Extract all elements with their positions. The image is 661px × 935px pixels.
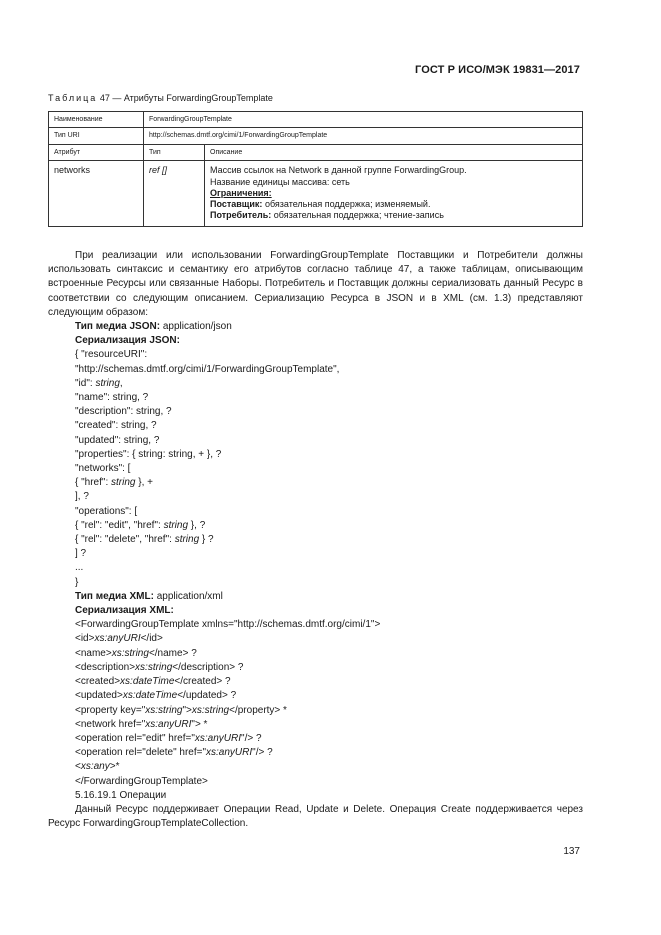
desc-line [210, 199, 577, 210]
code-line: "description": string, ? [75, 406, 172, 418]
code-line [75, 533, 583, 547]
code-type: string [95, 377, 120, 389]
code-line: "updated": string, ? [75, 434, 160, 446]
code-text: </description> ? [172, 661, 244, 673]
code-text: <name> [75, 647, 112, 659]
table-header-row [49, 144, 583, 160]
code-text: </updated> ? [177, 690, 237, 702]
code-line [75, 476, 583, 490]
code-text: <operation rel="delete" href=" [75, 747, 207, 759]
code-text: <network href=" [75, 718, 146, 730]
code-type: xs:string [135, 661, 173, 673]
col-attr-header: Атрибут [49, 144, 144, 160]
code-text: <id> [75, 633, 95, 645]
code-line: { "resourceURI": [75, 349, 148, 361]
code-type: xs:anyURI [94, 633, 141, 645]
attributes-table [48, 111, 583, 227]
attr-cell: networks [49, 161, 144, 226]
code-line: "created": string, ? [75, 420, 157, 432]
desc-line: Название единицы массива: сеть [210, 176, 350, 187]
code-line [75, 377, 583, 391]
standard-header: ГОСТ Р ИСО/МЭК 19831—2017 [415, 64, 580, 76]
code-line: <ForwardingGroupTemplate xmlns="http://schemas.dmtf.org/cimi/1"> [75, 619, 381, 631]
json-ser-label: Сериализация JSON: [75, 335, 180, 347]
desc-line: Массив ссылок на Network в данной группе ForwardingGroup. [210, 165, 467, 176]
code-text: "> * [191, 718, 208, 730]
code-text: < [75, 761, 81, 773]
caption-number: 47 [99, 93, 110, 103]
code-text: , [119, 377, 123, 389]
code-type: string [163, 519, 189, 531]
page-number: 137 [563, 846, 580, 857]
code-type: xs:dateTime [122, 690, 178, 702]
code-text: "/> ? [252, 747, 273, 759]
type-label-cell: Тип URI [49, 128, 144, 144]
json-media-label: Тип медиа JSON: [75, 321, 161, 333]
json-media-line [75, 320, 583, 334]
code-text: </id> [140, 633, 163, 645]
code-text: <operation rel="edit" href=" [75, 732, 195, 744]
code-type: xs:string [111, 647, 149, 659]
name-value-cell: ForwardingGroupTemplate [144, 112, 583, 128]
code-text: "/> ? [241, 732, 262, 744]
code-text: { "rel": "edit", "href": [75, 519, 164, 531]
code-line [75, 661, 583, 675]
code-line: } [75, 576, 79, 588]
caption-text: — Атрибуты ForwardingGroupTemplate [112, 93, 273, 103]
code-text: "id": [75, 377, 96, 389]
code-text: }, + [135, 477, 153, 489]
code-line: ] ? [75, 548, 87, 560]
col-type-header: Тип [144, 144, 205, 160]
code-text: </created> ? [174, 676, 231, 688]
code-line: </ForwardingGroupTemplate> [75, 775, 208, 787]
code-type: string [111, 477, 136, 489]
xml-media-line [75, 590, 583, 604]
code-line [75, 718, 583, 732]
name-label-cell: Наименование [49, 112, 144, 128]
code-line [75, 689, 583, 703]
consumer-label: Потребитель: [210, 210, 272, 221]
desc-cell [205, 161, 583, 226]
code-text: <updated> [75, 690, 123, 702]
code-line [75, 732, 583, 746]
code-type: xs:any [80, 761, 110, 773]
code-type: xs:anyURI [145, 718, 192, 730]
desc-line [210, 210, 577, 221]
json-media-value: application/json [160, 321, 232, 333]
code-text: </property> * [229, 704, 287, 716]
code-line [75, 675, 583, 689]
code-type: xs:string [191, 704, 230, 716]
code-type: xs:string [145, 704, 183, 716]
col-desc-header: Описание [205, 144, 583, 160]
table-row [49, 161, 583, 226]
code-line: "operations": [ [75, 505, 138, 517]
code-line [75, 760, 583, 774]
intro-paragraph: При реализации или использовании ForwardingGroupTemplate Поставщики и Потребители должны использовать синтаксис и семантику его атрибутов согласно таблице 47, а также таблицам, описывающим встроенные Ресурсы или связанные Наборы. Потребитель и Поставщик должны сериализовать данный Ресурс в соответствии со следующим описанием. Сериализацию Ресурса в JSON и в XML (см. 1.3) представляют следующим образом: [48, 250, 583, 318]
code-text: } ? [199, 534, 214, 546]
closing-paragraph: Данный Ресурс поддерживает Операции Read, Update и Delete. Операция Create поддерживается через Ресурс ForwardingGroupTemplateCollection. [48, 803, 583, 830]
code-line: ... [75, 562, 84, 574]
code-type: xs:anyURI [206, 747, 253, 759]
code-text: { "rel": "delete", "href": [75, 534, 175, 546]
code-type: string [174, 534, 200, 546]
table-caption [48, 93, 273, 103]
xml-media-value: application/xml [153, 590, 223, 602]
type-cell: ref [] [144, 161, 205, 226]
code-line [75, 632, 583, 646]
serialization-block [48, 320, 583, 803]
constraints-label: Ограничения: [210, 187, 272, 198]
xml-media-label: Тип медиа XML: [75, 590, 154, 602]
code-text: { "href": [75, 477, 112, 489]
code-text: </name> ? [148, 647, 197, 659]
code-text: "> [182, 704, 192, 716]
type-value-cell: http://schemas.dmtf.org/cimi/1/ForwardingGroupTemplate [144, 128, 583, 144]
provider-label: Поставщик: [210, 199, 263, 210]
code-text: }, ? [188, 519, 206, 531]
main-text [48, 249, 583, 831]
code-line [75, 704, 583, 718]
code-line [75, 746, 583, 760]
code-line [75, 647, 583, 661]
code-text: <property key=" [75, 704, 146, 716]
code-type: xs:dateTime [120, 676, 175, 688]
provider-text: обязательная поддержка; изменяемый. [262, 199, 431, 210]
table-row [49, 112, 583, 128]
code-text: >* [109, 761, 120, 773]
code-line: ], ? [75, 491, 89, 503]
caption-prefix: Таблица [48, 93, 98, 103]
code-line: "properties": { string: string, + }, ? [75, 448, 222, 460]
code-line [75, 519, 583, 533]
code-text: <description> [75, 661, 136, 673]
code-type: xs:anyURI [194, 732, 242, 744]
code-line: "http://schemas.dmtf.org/cimi/1/ForwardingGroupTemplate", [75, 363, 340, 375]
code-line: "name": string, ? [75, 392, 149, 404]
xml-ser-label: Сериализация XML: [75, 605, 174, 617]
code-text: <created> [75, 676, 121, 688]
consumer-text: обязательная поддержка; чтение-запись [271, 210, 444, 221]
section-heading: 5.16.19.1 Операции [75, 789, 167, 801]
table-row [49, 128, 583, 144]
code-line: "networks": [ [75, 463, 131, 475]
